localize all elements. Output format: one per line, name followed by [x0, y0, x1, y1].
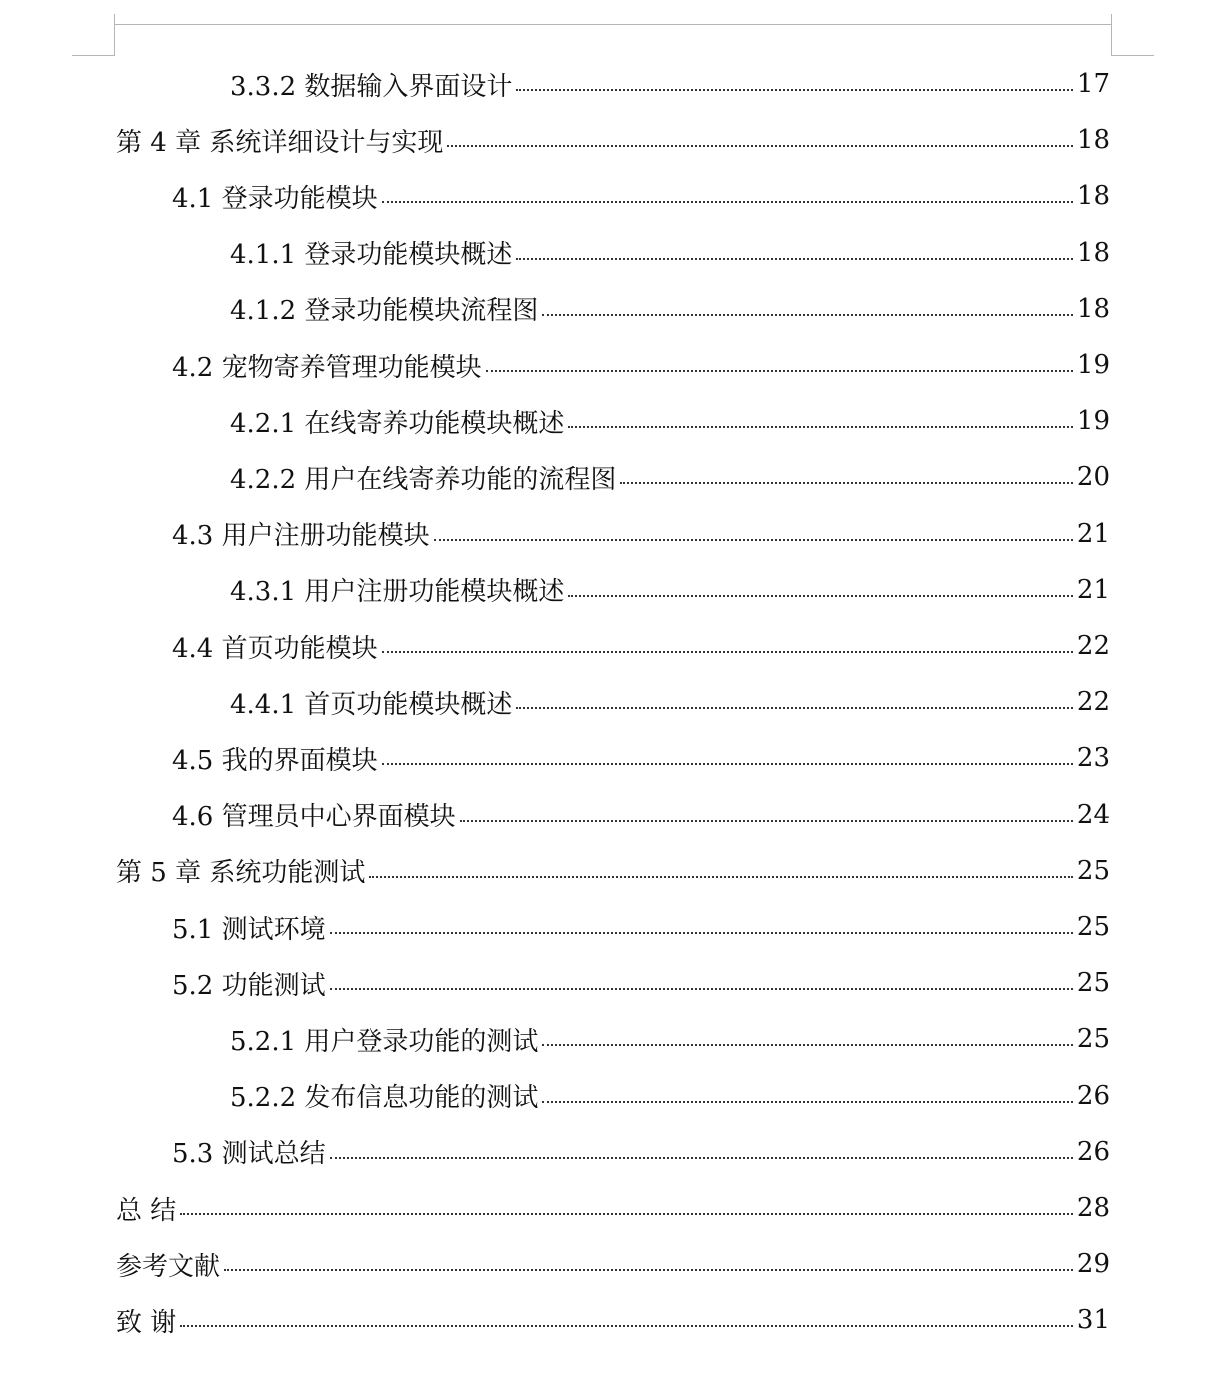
toc-entry[interactable]: [116, 1180, 1110, 1236]
toc-entry-title: 4.1 登录功能模块: [172, 183, 378, 214]
toc-entry[interactable]: [172, 730, 1110, 786]
header-rule: [114, 24, 1112, 25]
toc-entry-title: 4.3.1 用户注册功能模块概述: [230, 577, 565, 608]
toc-entry-page-number: 20: [1076, 462, 1110, 493]
toc-entry-page-number: 17: [1076, 69, 1110, 99]
toc-entry-title: 4.2.2 用户在线寄养功能的流程图: [230, 464, 617, 495]
toc-entry[interactable]: [116, 843, 1110, 899]
toc-dot-leader: [516, 89, 1072, 91]
toc-entry-page-number: 29: [1076, 1249, 1110, 1280]
toc-dot-leader: [330, 988, 1073, 990]
toc-entry[interactable]: [172, 168, 1110, 224]
toc-entry-page-number: 21: [1076, 574, 1110, 605]
toc-entry-title: 4.3 用户注册功能模块: [172, 521, 430, 552]
crop-mark-left-horizontal: [72, 55, 115, 56]
toc-entry[interactable]: [116, 1236, 1110, 1292]
toc-entry-page-number: 21: [1076, 518, 1110, 549]
toc-entry[interactable]: [172, 787, 1110, 843]
toc-entry[interactable]: [230, 1011, 1110, 1067]
toc-entry-page-number: 18: [1076, 181, 1110, 212]
toc-dot-leader: [460, 820, 1073, 822]
toc-dot-leader: [382, 651, 1073, 653]
toc-entry[interactable]: [230, 56, 1110, 112]
toc-entry-page-number: 22: [1076, 631, 1110, 661]
toc-entry-page-number: 25: [1076, 1024, 1110, 1055]
toc-entry-page-number: 26: [1076, 1136, 1110, 1167]
toc-entry-title: 5.2.2 发布信息功能的测试: [230, 1083, 539, 1114]
toc-entry-page-number: 28: [1076, 1193, 1110, 1223]
toc-entry-title: 3.3.2 数据输入界面设计: [230, 71, 513, 102]
toc-dot-leader: [180, 1213, 1073, 1215]
toc-entry[interactable]: [230, 1068, 1110, 1124]
toc-entry[interactable]: [230, 281, 1110, 337]
toc-dot-leader: [447, 145, 1073, 147]
toc-entry[interactable]: [116, 112, 1110, 168]
toc-entry-page-number: 19: [1076, 350, 1110, 380]
toc-dot-leader: [434, 539, 1073, 541]
crop-mark-left-vertical: [114, 14, 115, 56]
toc-dot-leader: [382, 763, 1073, 765]
toc-dot-leader: [542, 314, 1072, 316]
toc-entry-title: 4.4.1 首页功能模块概述: [230, 689, 513, 720]
toc-dot-leader: [330, 932, 1073, 934]
toc-entry-page-number: 19: [1076, 406, 1110, 437]
toc-entry[interactable]: [116, 1292, 1110, 1348]
toc-dot-leader: [224, 1269, 1073, 1271]
toc-entry-page-number: 18: [1076, 237, 1110, 268]
toc-entry-page-number: 18: [1076, 293, 1110, 324]
toc-entry-title: 4.6 管理员中心界面模块: [172, 802, 456, 833]
toc-entry[interactable]: [172, 506, 1110, 562]
toc-entry-title: 4.4 首页功能模块: [172, 633, 378, 664]
crop-mark-right-horizontal: [1111, 55, 1154, 56]
toc-dot-leader: [620, 482, 1072, 484]
toc-dot-leader: [486, 370, 1073, 372]
toc-entry-page-number: 26: [1076, 1080, 1110, 1111]
toc-entry-title: 4.5 我的界面模块: [172, 745, 378, 776]
toc-dot-leader: [369, 876, 1073, 878]
toc-dot-leader: [330, 1157, 1073, 1159]
toc-entry-title: 第 4 章 系统详细设计与实现: [116, 127, 444, 158]
toc-entry-page-number: 31: [1076, 1305, 1110, 1336]
toc-entry[interactable]: [172, 618, 1110, 674]
toc-entry-title: 4.1.2 登录功能模块流程图: [230, 296, 539, 327]
toc-entry[interactable]: [230, 225, 1110, 281]
toc-entry[interactable]: [172, 899, 1110, 955]
toc-entry-page-number: 25: [1076, 855, 1110, 886]
toc-entry-page-number: 25: [1076, 912, 1110, 942]
toc-entry[interactable]: [230, 674, 1110, 730]
toc-entry-title: 5.1 测试环境: [172, 914, 326, 945]
toc-entry-page-number: 25: [1076, 968, 1110, 999]
toc-dot-leader: [382, 201, 1073, 203]
toc-entry[interactable]: [230, 562, 1110, 618]
toc-entry[interactable]: [172, 1124, 1110, 1180]
toc-entry-title: 5.3 测试总结: [172, 1139, 326, 1170]
toc-entry-title: 第 5 章 系统功能测试: [116, 858, 366, 889]
toc-dot-leader: [542, 1101, 1072, 1103]
toc-entry-page-number: 24: [1076, 799, 1110, 830]
toc-entry[interactable]: [230, 449, 1110, 505]
toc-entry[interactable]: [172, 337, 1110, 393]
toc-entry-title: 4.2 宠物寄养管理功能模块: [172, 352, 482, 383]
toc-dot-leader: [542, 1044, 1072, 1046]
toc-dot-leader: [516, 707, 1072, 709]
toc-dot-leader: [568, 595, 1072, 597]
toc-dot-leader: [180, 1325, 1073, 1327]
toc-dot-leader: [568, 426, 1072, 428]
toc-entry-title: 参考文献: [116, 1251, 221, 1282]
toc-entry-title: 4.1.1 登录功能模块概述: [230, 240, 513, 271]
toc-entry-title: 5.2 功能测试: [172, 970, 326, 1001]
toc-entry[interactable]: [230, 393, 1110, 449]
toc-entry-page-number: 18: [1076, 125, 1110, 156]
toc-entry-page-number: 23: [1076, 743, 1110, 774]
toc-entry-title: 4.2.1 在线寄养功能模块概述: [230, 408, 565, 439]
toc-entry-title: 总 结: [116, 1195, 177, 1226]
toc-entry[interactable]: [172, 955, 1110, 1011]
toc-entry-title: 致 谢: [116, 1307, 177, 1338]
toc-entry-title: 5.2.1 用户登录功能的测试: [230, 1026, 539, 1057]
toc-dot-leader: [516, 258, 1072, 260]
toc-entry-page-number: 22: [1076, 687, 1110, 718]
crop-mark-right-vertical: [1111, 14, 1112, 56]
